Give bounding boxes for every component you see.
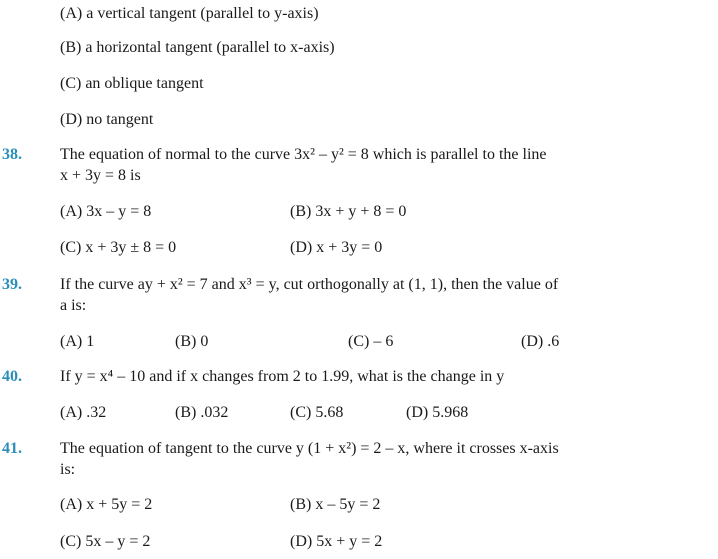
q37-option-d: (D) no tangent	[60, 111, 154, 128]
q37-option-c: (C) an oblique tangent	[60, 75, 204, 92]
q40-option-b: (B) .032	[175, 404, 229, 421]
q39-option-d: (D) .6	[521, 333, 560, 350]
q41-option-b: (B) x – 5y = 2	[290, 496, 381, 513]
q39-option-c: (C) – 6	[348, 333, 394, 350]
q41-text-line2: is:	[60, 461, 76, 478]
q39-option-b: (B) 0	[175, 333, 209, 350]
q39-option-a: (A) 1	[60, 333, 95, 350]
q38-option-c: (C) x + 3y ± 8 = 0	[60, 239, 177, 256]
q40-text-line1: If y = x⁴ – 10 and if x changes from 2 to 1.99, what is the change in y	[60, 368, 505, 385]
question-number-38: 38.	[2, 146, 22, 163]
q38-option-b: (B) 3x + y + 8 = 0	[290, 203, 407, 220]
q37-option-b: (B) a horizontal tangent (parallel to x-axis)	[60, 39, 335, 56]
q38-text-line1: The equation of normal to the curve 3x² – y² = 8 which is parallel to the line	[60, 146, 547, 163]
q38-text-line2: x + 3y = 8 is	[60, 167, 141, 184]
q40-option-a: (A) .32	[60, 404, 107, 421]
question-number-40: 40.	[2, 368, 22, 385]
q38-option-d: (D) x + 3y = 0	[290, 239, 383, 256]
q41-text-line1: The equation of tangent to the curve y (1 + x²) = 2 – x, where it crosses x-axis	[60, 440, 559, 457]
q37-option-a: (A) a vertical tangent (parallel to y-axis)	[60, 5, 319, 22]
question-number-39: 39.	[2, 276, 22, 293]
q40-option-d: (D) 5.968	[406, 404, 469, 421]
q38-option-a: (A) 3x – y = 8	[60, 203, 152, 220]
question-number-41: 41.	[2, 440, 22, 457]
q39-text-line2: a is:	[60, 297, 87, 314]
q41-option-a: (A) x + 5y = 2	[60, 496, 153, 513]
q41-option-c: (C) 5x – y = 2	[60, 533, 151, 550]
q39-text-line1: If the curve ay + x² = 7 and x³ = y, cut orthogonally at (1, 1), then the value of	[60, 276, 559, 293]
q41-option-d: (D) 5x + y = 2	[290, 533, 383, 550]
q40-option-c: (C) 5.68	[290, 404, 344, 421]
